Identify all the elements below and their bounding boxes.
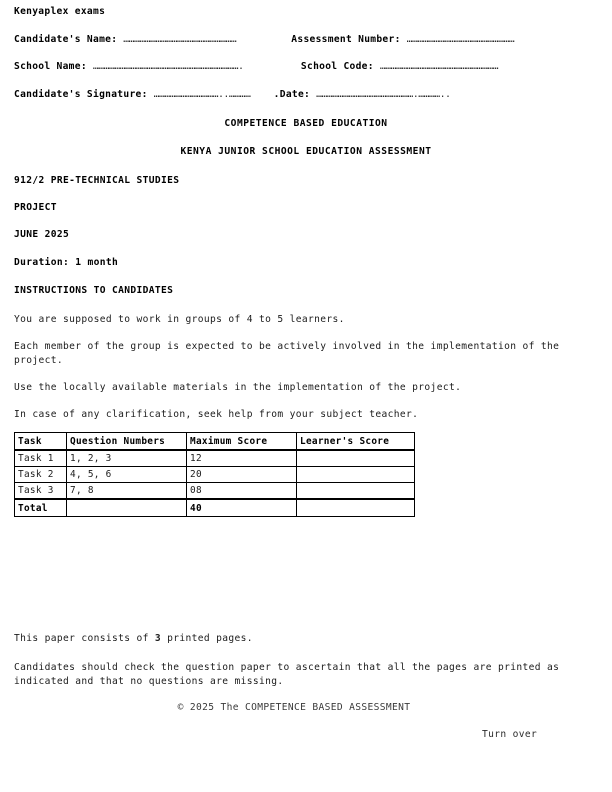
cell-task: Task 2 xyxy=(15,467,67,483)
school-code-dotted-field[interactable]: ………………………………………………………… xyxy=(379,61,499,72)
score-summary-table xyxy=(14,432,415,517)
header-task: Task xyxy=(15,433,67,451)
cell-total-questions xyxy=(67,499,187,517)
school-name-label: School Name: xyxy=(14,61,87,72)
brand-label: Kenyaplex exams xyxy=(14,6,106,17)
cell-total-max-score: 40 xyxy=(187,499,297,517)
paper-duration: Duration: 1 month xyxy=(14,257,119,268)
cell-total-learner-score[interactable] xyxy=(297,499,415,517)
cell-max-score: 12 xyxy=(187,450,297,467)
table-row xyxy=(15,483,415,500)
date-dotted-field[interactable]: ……………………………………………….………….. xyxy=(316,89,451,100)
candidate-name-label: Candidate's Name: xyxy=(14,34,118,45)
cell-learner-score[interactable] xyxy=(297,467,415,483)
turn-over-label: Turn over xyxy=(482,729,538,740)
date-label: .Date: xyxy=(273,89,311,100)
school-name-dotted-field[interactable]: ………………………………………………………………………. xyxy=(92,61,244,72)
table-row xyxy=(15,450,415,467)
cell-total-label: Total xyxy=(15,499,67,517)
cell-questions: 4, 5, 6 xyxy=(67,467,187,483)
copyright-notice: © 2025 The COMPETENCE BASED ASSESSMENT xyxy=(177,702,411,713)
candidate-signature-row xyxy=(14,89,598,100)
table-total-row xyxy=(15,499,415,517)
cell-task: Task 1 xyxy=(15,450,67,467)
assessment-title: KENYA JUNIOR SCHOOL EDUCATION ASSESSMENT xyxy=(180,146,432,157)
instructions-heading: INSTRUCTIONS TO CANDIDATES xyxy=(14,285,174,296)
printed-pages-prefix: This paper consists of xyxy=(14,633,155,644)
instruction-item-1: You are supposed to work in groups of 4 to 5 learners. xyxy=(14,314,345,325)
cell-questions: 7, 8 xyxy=(67,483,187,500)
cell-max-score: 08 xyxy=(187,483,297,500)
paper-type: PROJECT xyxy=(14,202,57,213)
cell-questions: 1, 2, 3 xyxy=(67,450,187,467)
printed-pages-count: 3 xyxy=(154,633,162,644)
cell-max-score: 20 xyxy=(187,467,297,483)
candidate-signature-label: Candidate's Signature: xyxy=(14,89,148,100)
school-code-label: School Code: xyxy=(300,61,374,72)
school-name-row xyxy=(14,61,598,72)
check-paper-notice: Candidates should check the question paper to ascertain that all the pages are printed as indicated and that no questions are missing. xyxy=(14,662,560,687)
header-maximum-score: Maximum Score xyxy=(187,433,297,451)
candidate-name-row xyxy=(14,34,598,45)
signature-dotted-field[interactable]: ………………………………..………… xyxy=(153,89,251,100)
instruction-item-4: In case of any clarification, seek help from your subject teacher. xyxy=(14,409,419,420)
paper-session: JUNE 2025 xyxy=(14,229,70,240)
printed-pages-notice xyxy=(14,633,253,644)
header-question-numbers: Question Numbers xyxy=(67,433,187,451)
cell-task: Task 3 xyxy=(15,483,67,500)
exam-body-title: COMPETENCE BASED EDUCATION xyxy=(224,118,388,129)
candidate-name-dotted-field[interactable]: ……………………………………………………… xyxy=(123,34,237,45)
cell-learner-score[interactable] xyxy=(297,483,415,500)
table-header-row xyxy=(15,433,415,451)
header-learners-score: Learner's Score xyxy=(297,433,415,451)
printed-pages-suffix: printed pages. xyxy=(161,633,253,644)
instruction-item-2: Each member of the group is expected to be actively involved in the implementation of the project. xyxy=(14,341,560,366)
instruction-item-3: Use the locally available materials in the implementation of the project. xyxy=(14,382,462,393)
cell-learner-score[interactable] xyxy=(297,450,415,467)
assessment-number-dotted-field[interactable]: …………………………………………………… xyxy=(406,34,515,45)
assessment-number-label: Assessment Number: xyxy=(291,34,401,45)
paper-code-subject: 912/2 PRE-TECHNICAL STUDIES xyxy=(14,175,180,186)
table-row xyxy=(15,467,415,483)
